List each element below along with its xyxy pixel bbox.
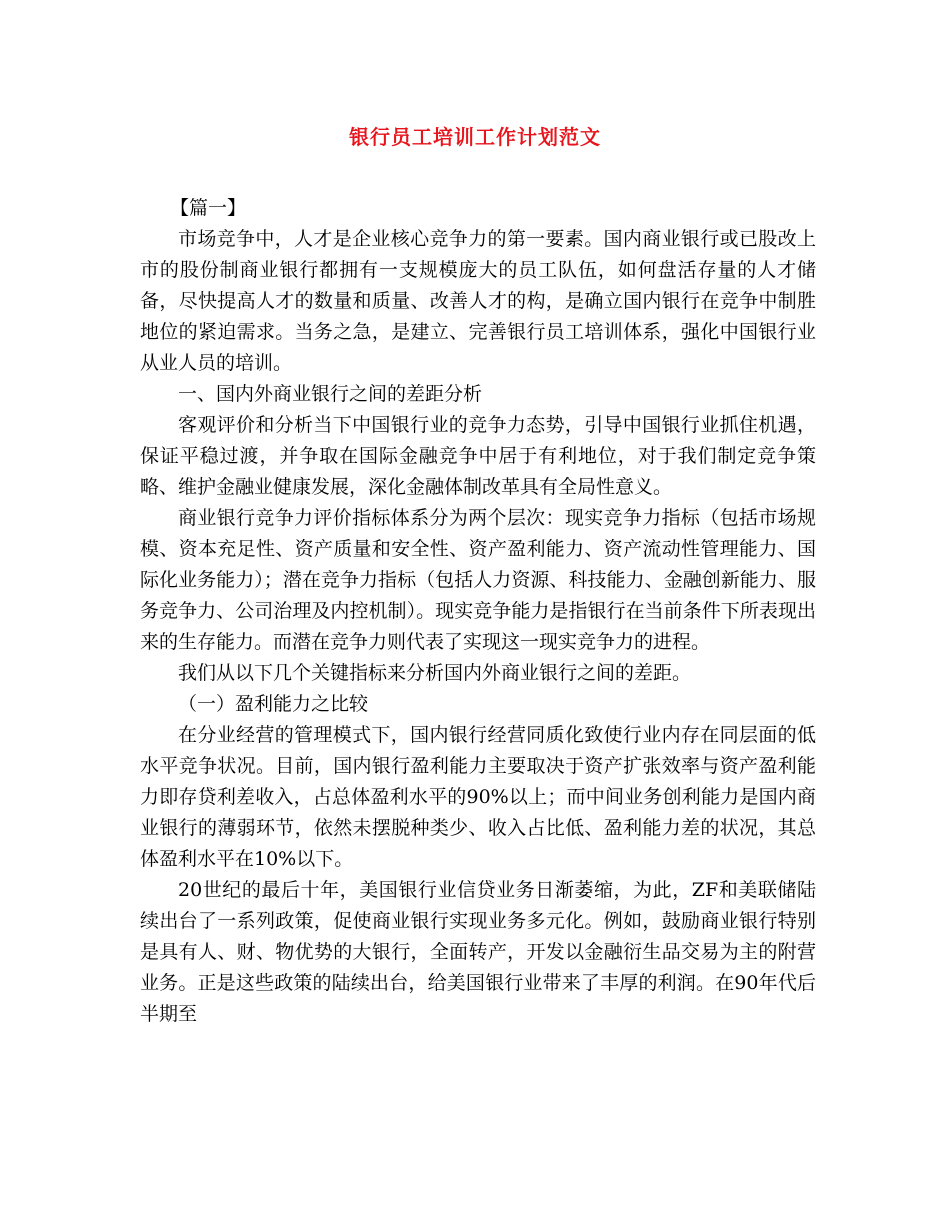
paragraph-profitability: 在分业经营的管理模式下，国内银行经营同质化致使行业内存在同层面的低水平竞争状况。目前，国内银行盈利能力主要取决于资产扩张效率与资产盈利能力即存贷利差收入，占总体盈利水平的90%以上；而中间业务创利能力是国内商业银行的薄弱环节，依然未摆脱种类少、收入占比低、盈利能力差的状况，其总体盈利水平在10%以下。 — [140, 724, 816, 870]
section-label: 【篇一】 — [170, 197, 247, 219]
heading-gap-analysis: 一、国内外商业银行之间的差距分析 — [178, 383, 483, 405]
paragraph-indicator-system: 商业银行竞争力评价指标体系分为两个层次：现实竞争力指标（包括市场规模、资本充足性、资产质量和安全性、资产盈利能力、资产流动性管理能力、国际化业务能力）；潜在竞争力指标（包括人力资源、科技能力、金融创新能力、服务竞争力、公司治理及内控机制）。现实竞争能力是指银行在当前条件下所表现出来的生存能力。而潜在竞争力则代表了实现这一现实竞争力的进程。 — [140, 507, 816, 653]
paragraph-key-indicators: 我们从以下几个关键指标来分析国内外商业银行之间的差距。 — [178, 662, 692, 684]
paragraph-competitiveness: 客观评价和分析当下中国银行业的竞争力态势，引导中国银行业抓住机遇，保证平稳过渡，并争取在国际金融竞争中居于有利地位，对于我们制定竞争策略、维护金融业健康发展，深化金融体制改革具有全局性意义。 — [140, 414, 816, 498]
paragraph-intro: 市场竞争中，人才是企业核心竞争力的第一要素。国内商业银行或已股改上市的股份制商业银行都拥有一支规模庞大的员工队伍，如何盘活存量的人才储备，尽快提高人才的数量和质量、改善人才的构，是确立国内银行在竞争中制胜地位的紧迫需求。当务之急，是建立、完善银行员工培训体系，强化中国银行业从业人员的培训。 — [140, 228, 816, 374]
document-body — [140, 193, 816, 1030]
heading-profitability-comparison: （一）盈利能力之比较 — [178, 693, 369, 715]
document-title: 银行员工培训工作计划范文 — [349, 125, 601, 149]
paragraph-us-banking: 20世纪的最后十年，美国银行业信贷业务日渐萎缩，为此，ZF和美联储陆续出台了一系列政策，促使商业银行实现业务多元化。例如，鼓励商业银行特别是具有人、财、物优势的大银行，全面转产，开发以金融衍生品交易为主的附营业务。正是这些政策的陆续出台，给美国银行业带来了丰厚的利润。在90年代后半期至 — [140, 879, 816, 1025]
